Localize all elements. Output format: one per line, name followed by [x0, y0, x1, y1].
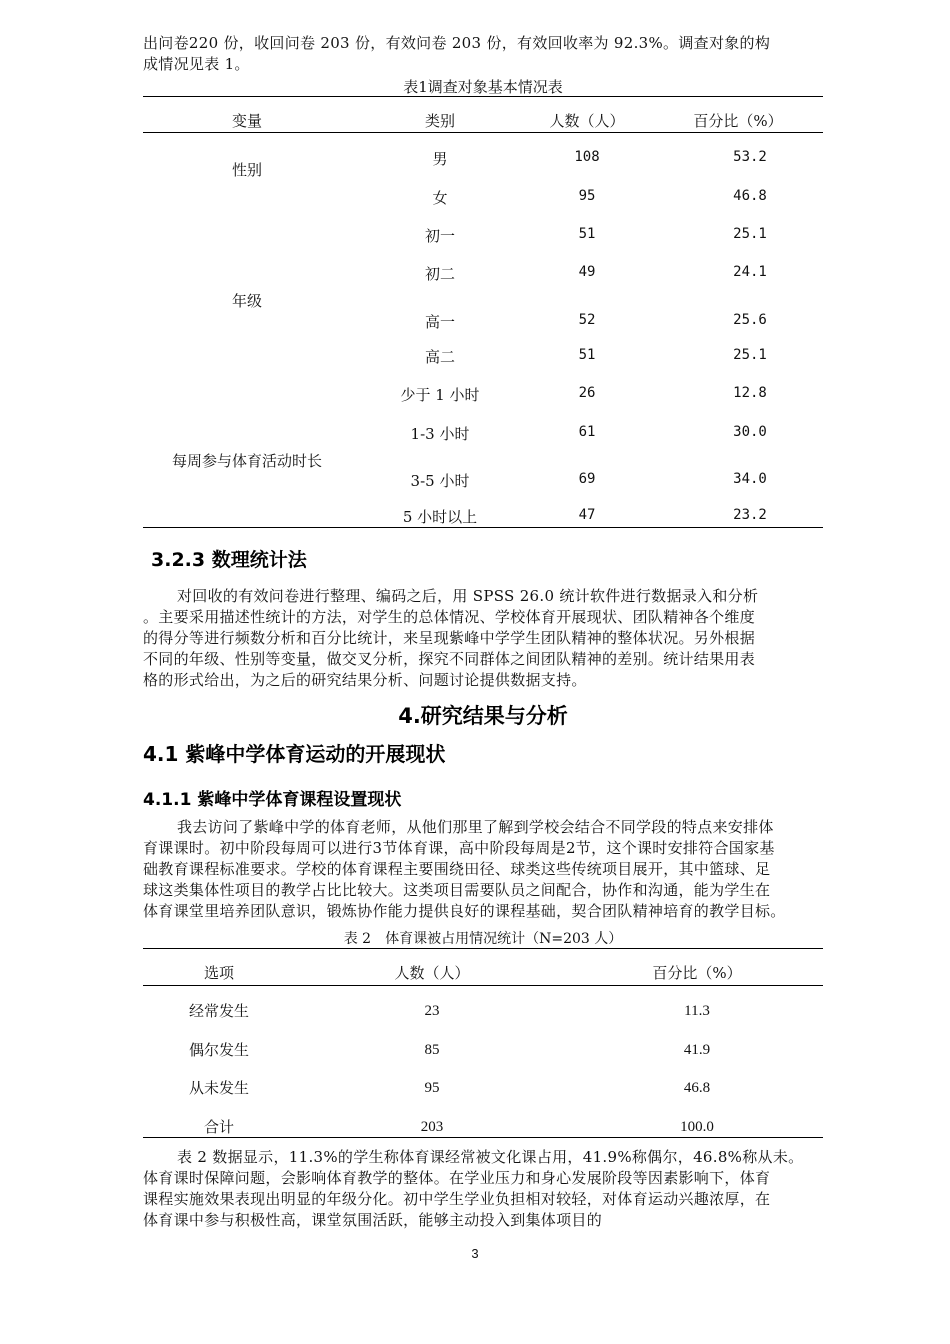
table-1-cell-count: 47 — [578, 507, 596, 523]
section-4-1-title: 4.1 紫峰中学体育运动的开展现状 — [143, 742, 446, 766]
table-1-cell-category: 初一 — [424, 227, 456, 245]
paragraph-line: 不同的年级、性别等变量，做交叉分析，探究不同群体之间团队精神的差别。统计结果用表 — [143, 650, 756, 668]
table-2-caption: 表 2 体育课被占用情况统计（N=203 人） — [343, 931, 623, 947]
table-1-cell-percent: 46.8 — [733, 188, 767, 204]
table-1-cell-percent: 12.8 — [733, 385, 767, 401]
table-1-cell-category: 高一 — [424, 313, 456, 331]
table-1-cell-category: 5 小时以上 — [402, 508, 478, 526]
table-2-cell-percent: 11.3 — [684, 1003, 710, 1019]
table-1-group-gender: 性别 — [231, 161, 263, 179]
paragraph-line: 对回收的有效问卷进行整理、编码之后，用 SPSS 26.0 统计软件进行数据录入和分析 — [177, 587, 759, 605]
table-1-cell-percent: 24.1 — [733, 264, 767, 280]
section-4-1-1-title: 4.1.1 紫峰中学体育课程设置现状 — [143, 790, 402, 810]
table-1-group-grade: 年级 — [231, 292, 263, 310]
table-1-cell-percent: 30.0 — [733, 424, 767, 440]
table-1-cell-category: 男 — [432, 150, 448, 168]
table-1-top-rule — [143, 96, 823, 97]
paragraph-line: 表 2 数据显示，11.3%的学生称体育课经常被文化课占用，41.9%称偶尔，46.8%称从未。 — [177, 1148, 804, 1166]
table-1-cell-count: 108 — [574, 149, 600, 165]
table-2-top-rule — [143, 948, 823, 949]
intro-line-2: 成情况见表 1。 — [143, 55, 250, 73]
chapter-4-title: 4.研究结果与分析 — [398, 704, 568, 728]
table-2-cell-percent: 41.9 — [683, 1042, 711, 1058]
table-1-cell-percent: 25.1 — [733, 347, 767, 363]
paragraph-line: 的得分等进行频数分析和百分比统计，来呈现紫峰中学学生团队精神的整体状况。另外根据 — [143, 629, 756, 647]
table-2-cell-option: 偶尔发生 — [188, 1041, 250, 1059]
paragraph-line: 格的形式给出，为之后的研究结果分析、问题讨论提供数据支持。 — [143, 671, 587, 689]
table-2-cell-option: 合计 — [203, 1118, 235, 1136]
paragraph-line: 育课课时。初中阶段每周可以进行3节体育课，高中阶段每周是2节，这个课时安排符合国家基 — [143, 839, 775, 857]
paragraph-line: 体育课堂里培养团队意识，锻炼协作能力提供良好的课程基础，契合团队精神培育的教学目标。 — [143, 902, 786, 920]
table-1-cell-percent: 53.2 — [733, 149, 767, 165]
page-number: 3 — [471, 1246, 479, 1261]
table-2-cell-count: 85 — [424, 1042, 440, 1058]
table-1-cell-percent: 25.6 — [733, 312, 767, 328]
table-1-cell-category: 3-5 小时 — [410, 472, 470, 490]
paragraph-line: 体育课时保障问题，会影响体育教学的整体。在学业压力和身心发展阶段等因素影响下，体育 — [143, 1169, 771, 1187]
paragraph-line: 我去访问了紫峰中学的体育老师，从他们那里了解到学校会结合不同学段的特点来安排体 — [177, 818, 774, 836]
paragraph-line: 球这类集体性项目的教学占比比较大。这类项目需要队员之间配合，协作和沟通，能为学生在 — [143, 881, 771, 899]
table-1-cell-count: 49 — [578, 264, 596, 280]
table-2-header-count: 人数（人） — [394, 964, 470, 982]
table-1-bottom-rule — [143, 527, 823, 528]
table-2-cell-count: 23 — [424, 1003, 440, 1019]
section-3-2-3-title: 3.2.3 数理统计法 — [151, 549, 307, 571]
table-1-cell-category: 1-3 小时 — [410, 425, 470, 443]
table-1-cell-count: 26 — [578, 385, 596, 401]
table-1-caption: 表1调查对象基本情况表 — [403, 78, 563, 96]
table-1-cell-percent: 34.0 — [733, 471, 767, 487]
table-1-cell-category: 女 — [432, 189, 448, 207]
table-1-header-variable: 变量 — [231, 112, 263, 130]
table-1-cell-count: 61 — [578, 424, 596, 440]
paragraph-line: 础教育课程标准要求。学校的体育课程主要围绕田径、球类这些传统项目展开，其中篮球、足 — [143, 860, 771, 878]
table-2-header-percent: 百分比（%） — [652, 964, 742, 982]
table-1-cell-count: 69 — [578, 471, 596, 487]
table-1-cell-count: 51 — [578, 226, 596, 242]
table-2-cell-count: 95 — [424, 1080, 440, 1096]
table-2-cell-percent: 100.0 — [680, 1119, 714, 1135]
table-1-cell-count: 52 — [578, 312, 596, 328]
table-2-cell-option: 经常发生 — [188, 1002, 250, 1020]
table-1-cell-percent: 23.2 — [733, 507, 767, 523]
table-1-cell-percent: 25.1 — [733, 226, 767, 242]
table-2-header-rule — [143, 985, 823, 986]
table-2-cell-count: 203 — [420, 1119, 444, 1135]
table-1-cell-count: 95 — [578, 188, 596, 204]
table-1-header-percent: 百分比（%） — [693, 112, 783, 130]
paragraph-line: 课程实施效果表现出明显的年级分化。初中学生学业负担相对较轻，对体育运动兴趣浓厚，在 — [143, 1190, 771, 1208]
table-1-header-rule — [143, 132, 823, 133]
table-1-cell-count: 51 — [578, 347, 596, 363]
intro-line-1: 出问卷220 份，收回问卷 203 份，有效问卷 203 份，有效回收率为 92.3%。调查对象的构 — [143, 34, 771, 52]
table-1-header-count: 人数（人） — [549, 112, 625, 130]
table-1-header-category: 类别 — [424, 112, 456, 130]
paragraph-line: 体育课中参与积极性高，课堂氛围活跃，能够主动投入到集体项目的 — [143, 1211, 603, 1229]
table-1-group-weekly-hours: 每周参与体育活动时长 — [171, 452, 323, 470]
paragraph-line: 。主要采用描述性统计的方法，对学生的总体情况、学校体育开展现状、团队精神各个维度 — [143, 608, 756, 626]
table-2-cell-percent: 46.8 — [683, 1080, 711, 1096]
table-2-cell-option: 从未发生 — [188, 1079, 250, 1097]
table-2-bottom-rule — [143, 1137, 823, 1138]
table-1-cell-category: 少于 1 小时 — [400, 386, 480, 404]
table-2-header-option: 选项 — [203, 964, 235, 982]
table-1-cell-category: 初二 — [424, 265, 456, 283]
table-1-cell-category: 高二 — [424, 348, 456, 366]
